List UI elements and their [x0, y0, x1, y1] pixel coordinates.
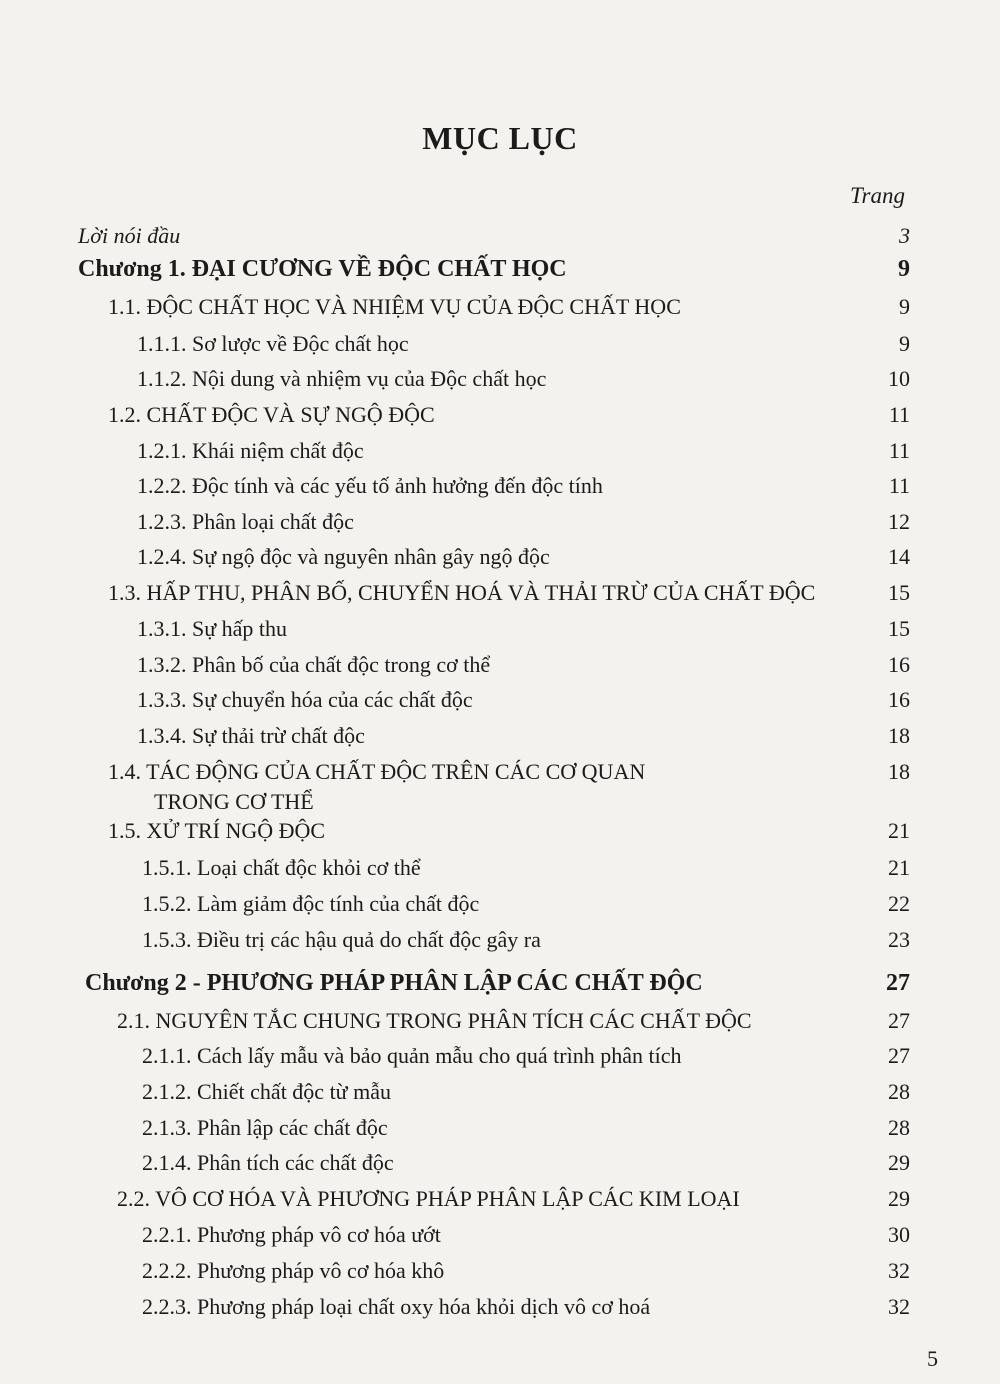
- toc-subsection: [137, 438, 910, 470]
- toc-subsection: [137, 652, 910, 684]
- toc-entry-label: 1.2.1. Khái niệm chất độc: [137, 438, 364, 463]
- toc-entry-label: 1.5.2. Làm giảm độc tính của chất độc: [142, 891, 480, 916]
- toc-entry-label: 1.2. CHẤT ĐỘC VÀ SỰ NGỘ ĐỘC: [108, 402, 435, 427]
- toc-entry-label: 1.5.3. Điều trị các hậu quả do chất độc gây ra: [142, 927, 541, 952]
- toc-entry-page: 16: [888, 652, 910, 677]
- page-column-header: Trang: [850, 183, 905, 208]
- toc-subsection: [137, 366, 910, 398]
- toc-entry-label: 1.2.4. Sự ngộ độc và nguyên nhân gây ngộ độc: [137, 544, 550, 569]
- toc-entry-label: 1.2.2. Độc tính và các yếu tố ảnh hưởng đến độc tính: [137, 473, 603, 498]
- toc-subsection: [142, 1222, 910, 1254]
- toc-chapter: [85, 970, 910, 1002]
- page-title: MỤC LỤC: [422, 120, 578, 156]
- toc-entry-label: 1.1. ĐỘC CHẤT HỌC VÀ NHIỆM VỤ CỦA ĐỘC CHẤT HỌC: [108, 294, 681, 319]
- toc-subsection: [142, 1258, 910, 1290]
- toc-entry-page: 3: [899, 223, 910, 248]
- toc-chapter: [78, 256, 910, 288]
- toc-subsection: [142, 891, 910, 923]
- toc-entry-label: 1.3.4. Sự thải trừ chất độc: [137, 723, 365, 748]
- toc-entry-label: 2.1. NGUYÊN TẮC CHUNG TRONG PHÂN TÍCH CÁC CHẤT ĐỘC: [117, 1008, 752, 1033]
- toc-entry-page: 27: [888, 1043, 910, 1068]
- toc-entry-page: 14: [888, 544, 910, 569]
- toc-subsection: [142, 1294, 910, 1326]
- toc-entry-page: 18: [888, 759, 910, 784]
- toc-entry-label: 1.5.1. Loại chất độc khỏi cơ thể: [142, 855, 421, 880]
- toc-entry-page: 16: [888, 687, 910, 712]
- toc-entry-page: 28: [888, 1115, 910, 1140]
- toc-section: [108, 818, 910, 850]
- toc-entry-page: 11: [888, 402, 910, 427]
- toc-entry-page: 11: [888, 438, 910, 463]
- toc-subsection: [137, 544, 910, 576]
- toc-section: [117, 1186, 910, 1218]
- toc-entry-label: 2.1.3. Phân lập các chất độc: [142, 1115, 388, 1140]
- toc-entry-page: 28: [888, 1079, 910, 1104]
- toc-section: [108, 294, 910, 326]
- toc-entry-page: 10: [888, 366, 910, 391]
- toc-entry-page: 29: [888, 1150, 910, 1175]
- toc-subsection: [137, 509, 910, 541]
- toc-entry-label: Chương 2 - PHƯƠNG PHÁP PHÂN LẬP CÁC CHẤT ĐỘC: [85, 970, 703, 996]
- toc-entry-page: 30: [888, 1222, 910, 1247]
- toc-entry-label: 1.1.2. Nội dung và nhiệm vụ của Độc chất học: [137, 366, 547, 391]
- toc-entry-page: 27: [886, 970, 910, 996]
- toc-entry-page: 9: [898, 256, 910, 282]
- toc-entry-label-line2: TRONG CƠ THỂ: [154, 789, 314, 814]
- toc-entry-label: 1.3.1. Sự hấp thu: [137, 616, 288, 641]
- toc-subsection: [142, 1043, 910, 1075]
- toc-entry-label: 2.1.2. Chiết chất độc từ mẫu: [142, 1079, 391, 1104]
- toc-subsection: [142, 855, 910, 887]
- toc-entry-label: 1.3.2. Phân bố của chất độc trong cơ thể: [137, 652, 491, 677]
- toc-section: [108, 580, 910, 612]
- toc-section: [108, 757, 910, 821]
- toc-subsection: [142, 1150, 910, 1182]
- toc-entry-label: 2.2.2. Phương pháp vô cơ hóa khô: [142, 1258, 445, 1283]
- toc-section: [108, 402, 910, 434]
- toc-entry-page: 23: [888, 927, 910, 952]
- toc-entry-page: 9: [899, 294, 910, 319]
- toc-subsection: [142, 927, 910, 959]
- toc-entry-label: 2.2.1. Phương pháp vô cơ hóa ướt: [142, 1222, 441, 1247]
- toc-entry-label: Lời nói đầu: [78, 223, 181, 248]
- toc-entry-label: 1.3. HẤP THU, PHÂN BỐ, CHUYỂN HOÁ VÀ THẢI TRỪ CỦA CHẤT ĐỘC: [108, 580, 816, 605]
- toc-entry-label: 1.5. XỬ TRÍ NGỘ ĐỘC: [108, 818, 326, 843]
- toc-section: [117, 1008, 910, 1040]
- toc-entry-page: 21: [888, 855, 910, 880]
- toc-entry: [78, 223, 910, 255]
- toc-entry-page: 15: [888, 616, 910, 641]
- toc-entry-label: 1.3.3. Sự chuyển hóa của các chất độc: [137, 687, 473, 712]
- toc-entry-page: 21: [888, 818, 910, 843]
- toc-entry-label: 1.1.1. Sơ lược về Độc chất học: [137, 331, 409, 356]
- toc-entry-label: 2.1.1. Cách lấy mẫu và bảo quản mẫu cho quá trình phân tích: [142, 1043, 682, 1068]
- toc-entry-page: 32: [888, 1258, 910, 1283]
- toc-entry-page: 27: [888, 1008, 910, 1033]
- toc-entry-label: Chương 1. ĐẠI CƯƠNG VỀ ĐỘC CHẤT HỌC: [78, 256, 567, 282]
- toc-entry-label-line1: 1.4. TÁC ĐỘNG CỦA CHẤT ĐỘC TRÊN CÁC CƠ QUAN: [108, 759, 646, 784]
- toc-entry-label: 2.1.4. Phân tích các chất độc: [142, 1150, 394, 1175]
- toc-entry-page: 15: [888, 580, 910, 605]
- toc-subsection: [137, 331, 910, 363]
- toc-entry-label: 2.2. VÔ CƠ HÓA VÀ PHƯƠNG PHÁP PHÂN LẬP CÁC KIM LOẠI: [117, 1186, 740, 1211]
- toc-entry-page: 18: [888, 723, 910, 748]
- toc-subsection: [137, 687, 910, 719]
- toc-subsection: [137, 473, 910, 505]
- toc-subsection: [142, 1115, 910, 1147]
- toc-entry-page: 22: [888, 891, 910, 916]
- toc-subsection: [137, 616, 910, 648]
- toc-entry-label: 2.2.3. Phương pháp loại chất oxy hóa khỏi dịch vô cơ hoá: [142, 1294, 651, 1319]
- toc-entry-page: 12: [888, 509, 910, 534]
- toc-entry-page: 29: [888, 1186, 910, 1211]
- page-number: 5: [927, 1346, 938, 1371]
- toc-subsection: [137, 723, 910, 755]
- toc-entry-page: 9: [899, 331, 910, 356]
- toc-entry-label: 1.2.3. Phân loại chất độc: [137, 509, 354, 534]
- toc-entry-label: [108, 757, 870, 817]
- toc-entry-page: 32: [888, 1294, 910, 1319]
- toc-entry-page: 11: [888, 473, 910, 498]
- toc-subsection: [142, 1079, 910, 1111]
